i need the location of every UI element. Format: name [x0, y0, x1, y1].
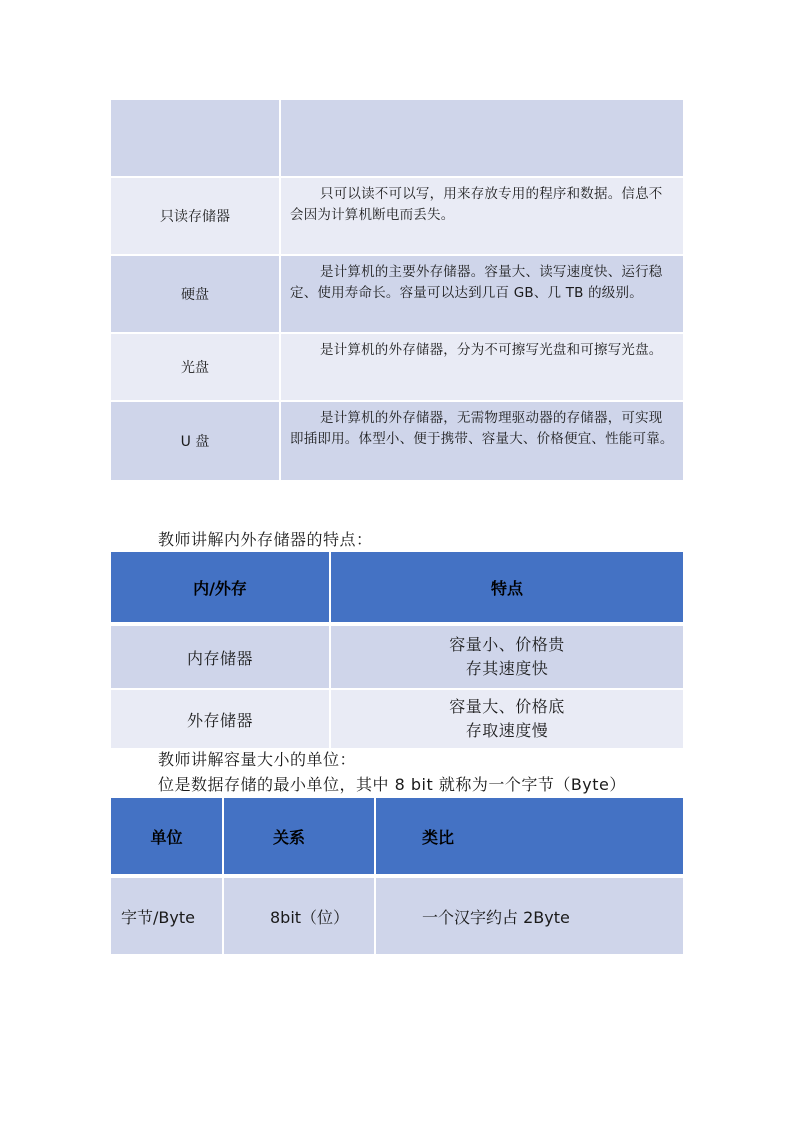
- relation-cell: 8bit（位）: [224, 878, 374, 954]
- section-intro-text: 教师讲解内外存储器的特点：: [158, 530, 373, 549]
- memory-feature: 容量小、价格贵 存其速度快: [331, 626, 683, 688]
- header-cell-analogy: 类比: [376, 798, 683, 874]
- section-intro-text: 教师讲解容量大小的单位：: [158, 750, 357, 769]
- analogy-cell: 一个汉字约占 2Byte: [376, 878, 683, 954]
- body-text: 位是数据存储的最小单位，其中 8 bit 就称为一个字节（Byte）: [158, 775, 626, 794]
- memory-type: 外存储器: [111, 690, 329, 748]
- device-name: 只读存储器: [111, 178, 279, 254]
- device-desc: [281, 100, 683, 176]
- header-cell-type: 内/外存: [111, 552, 329, 622]
- device-desc: 是计算机的主要外存储器。容量大、读写速度快、运行稳定、使用寿命长。容量可以达到几百 GB、几 TB 的级别。: [281, 256, 683, 332]
- device-desc: 是计算机的外存储器，分为不可擦写光盘和可擦写光盘。: [281, 334, 683, 400]
- device-name: 光盘: [111, 334, 279, 400]
- unit-cell: 字节/Byte: [111, 878, 222, 954]
- memory-feature: 容量大、价格底 存取速度慢: [331, 690, 683, 748]
- device-desc: 是计算机的外存储器，无需物理驱动器的存储器，可实现即插即用。体型小、便于携带、容量大、价格便宜、性能可靠。: [281, 402, 683, 480]
- device-name: 硬盘: [111, 256, 279, 332]
- header-cell-unit: 单位: [111, 798, 222, 874]
- header-cell-relation: 关系: [224, 798, 374, 874]
- table-row: [111, 402, 683, 480]
- header-cell-feature: 特点: [331, 552, 683, 622]
- device-desc: 只可以读不可以写，用来存放专用的程序和数据。信息不会因为计算机断电而丢失。: [281, 178, 683, 254]
- table-row: [111, 256, 683, 332]
- device-name: [111, 100, 279, 176]
- table-row: [111, 100, 683, 176]
- table-row: [111, 334, 683, 400]
- device-name: U 盘: [111, 402, 279, 480]
- memory-type: 内存储器: [111, 626, 329, 688]
- table-row: [111, 178, 683, 254]
